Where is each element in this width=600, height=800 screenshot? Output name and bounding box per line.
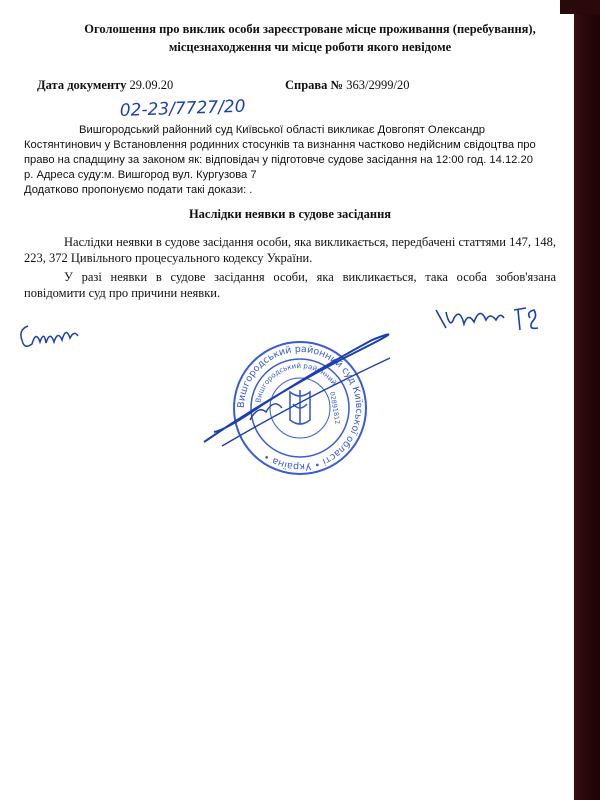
consequences-paragraph-2: У разі неявки в судове засідання особи, яка викликається, така особа зобов'язана повідомити суд про причини неявки. <box>24 270 556 300</box>
notice-title-line-1: Оголошення про виклик особи зареєстроване місце проживання (перебування), <box>84 22 536 36</box>
summons-line-3: право на спадщину за законом як: відповідач у підготовче судове засідання на 12:00 год. 14.12.20 <box>24 154 533 166</box>
handwritten-number-text: 02-23/7727/20 <box>119 96 246 121</box>
stamp-inner-text-path: Вишгородський районний <box>254 361 339 404</box>
stamp-outer-text-path: Вишгородський районний суд Київської області • Україна • <box>235 343 365 473</box>
evidence-line: Додатково пропонуємо подати такі докази: . <box>24 184 253 196</box>
signature-hook-stroke <box>250 404 282 420</box>
stamp-code: 02891812 <box>328 390 342 425</box>
consequences-heading: Наслідки неявки в судове засідання <box>188 207 392 221</box>
consequences-paragraph-1: Наслідки неявки в судове засідання особи, яка викликається, передбачені статтями 147, 148, 223, 372 Цивільного процесуального кодексу України. <box>24 235 556 265</box>
judge-signature-left <box>21 326 78 346</box>
left-signature-stroke <box>21 326 78 346</box>
handwritten-registration-number <box>119 97 245 121</box>
case-number-value: 363/2999/20 <box>346 78 410 92</box>
document-date-label: Дата документу <box>37 78 127 92</box>
case-number-label: Справа № <box>285 78 344 92</box>
judge-signature-right <box>436 308 538 330</box>
summons-line-2: Костянтинович у Встановлення родинних стосунків та визнання частково недійсним свідоцтва про <box>24 139 536 151</box>
summons-line-4: р. Адреса суду:м. Вишгород вул. Кургузова 7 <box>24 169 257 181</box>
notice-title-line-2: місцезнаходження чи місце роботи якого невідоме <box>168 40 452 54</box>
summons-line-1: Вишгородський районний суд Київської області викликає Довгопят Олександр <box>79 124 486 136</box>
document-date-value: 29.09.20 <box>129 78 174 92</box>
court-stamp <box>234 342 366 474</box>
right-signature-stroke <box>436 308 538 330</box>
